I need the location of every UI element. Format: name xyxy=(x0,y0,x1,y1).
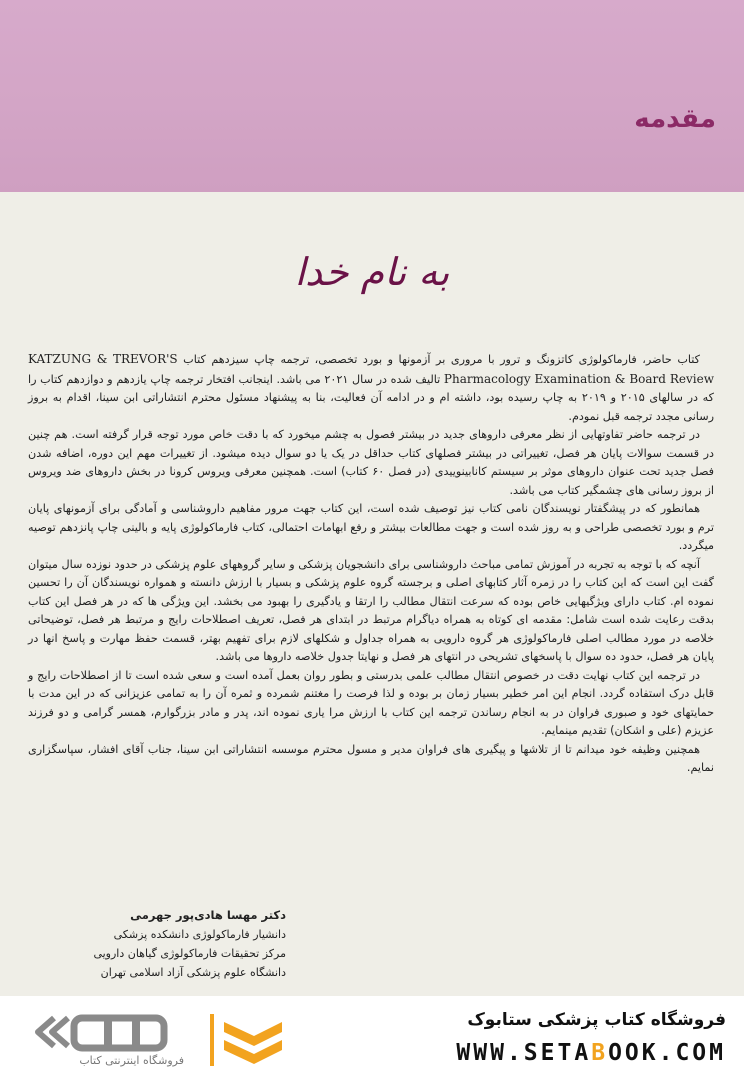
paragraph-1-part-b: تالیف شده در سال ۲۰۲۱ می باشد. اینجانب افتخار ترجمه چاپ یازدهم و دوازدهم کتاب را که در سالهای ۲۰۱۵ و ۲۰۱۹ به چاپ رسیده بود، داشته ام و در ادامه آن فعالیت، بنا به پیشنهاد مسئول محترم انتشاراتی ابن سینا، اقدام به بروز رسانی مجدد ترجمه قبل نمودم. xyxy=(28,372,715,423)
url-accent-letter: B xyxy=(591,1040,609,1066)
author-title: دانشیار فارماکولوژی دانشکده پزشکی xyxy=(113,928,286,941)
paragraph-6: همچنین وظیفه خود میدانم تا از تلاشها و پیگیری های فراوان مدیر و مسول محترم موسسه انتشاراتی ابن سینا، جناب آقای افشار، سپاسگزاری نمایم. xyxy=(28,742,714,774)
paragraph-4: آنچه که با توجه به تجربه در آموزش تمامی مباحث داروشناسی برای دانشجویان پزشکی و سایر گروههای علوم پزشکی در حدود نوزده سال میتوان گفت این است که این کتاب را در زمره آثار کتابهای اصلی و برجسته گروه علوم پزشکی و بسیار با ارزش دانسته و همواره نویسندگان آن را تحسین نموده ام. کتاب دارای ویژگیهایی خاص بوده که سرعت انتقال مطالب را ارتقا و یادگیری را بهبود می بخشد. این ویژگی ها که در هر فصل این کتاب بدقت رعایت شده است شامل: مقدمه ای کوتاه به همراه دیاگرام مرتبط در ابتدای هر فصل، تعریف اصطلاحات رایج و مرتبط هر فصل، توضیحاتی خلاصه در مورد مطالب اصلی فارماکولوژی هر گروه دارویی به همراه جداول و شکلهای لازم برای تفهیم بهتر، قسمت حفظ مهارت و پاسخ انها در پایان هر فصل، حدود ده سوال با پاسخهای تشریحی در انتهای هر فصل و نهایتا جدول خلاصه داروها می باشد. xyxy=(28,557,714,663)
url-suffix: OOK.COM xyxy=(608,1040,726,1066)
author-center: مرکز تحقیقات فارماکولوژی گیاهان دارویی xyxy=(93,947,286,960)
chevron-logo-icon xyxy=(210,1010,284,1070)
author-university: دانشگاه علوم پزشکی آزاد اسلامی تهران xyxy=(100,966,286,979)
page-body xyxy=(0,192,744,996)
introduction-text xyxy=(28,350,714,778)
book-title-en-a: KATZUNG & xyxy=(28,352,108,366)
bismillah-heading: به نام خدا xyxy=(294,250,450,294)
footer-banner xyxy=(0,996,744,1080)
website-url[interactable] xyxy=(456,1040,726,1066)
chapter-title: مقدمه xyxy=(634,104,716,134)
chapter-header-band xyxy=(0,0,744,192)
paragraph-1-part-a: کتاب حاضر، فارماکولوژی کاتزونگ و ترور با مروری بر آزمونها و بورد تخصصی، ترجمه چاپ سیزدهم کتاب xyxy=(183,353,700,366)
author-signature xyxy=(93,906,286,982)
setabook-logo xyxy=(34,1012,184,1068)
paragraph-2: در ترجمه حاضر تفاوتهایی از نظر معرفی داروهای جدید در بیشتر فصول به چشم میخورد که با دقت خاص مورد توجه قرار گرفته است. هم چنین در قسمت سوالات پایان هر فصل، تغییراتی در بیشتر فصلهای کتاب حداقل در یک یا دو سوال دیده میشود. از تغییرات مهم این دوره، اضافه شدن فصل جدید تحت عنوان داروهای موثر بر سیستم کانابینوییدی (در فصل ۶۰ کتاب) است. همچنین معرفی ویروس کرونا در بخش داروهای ضد ویروس از بروز رسانی های چشمگیر کتاب می باشد. xyxy=(28,428,714,497)
paragraph-3: همانطور که در پیشگفتار نویسندگان نامی کتاب نیز توصیف شده است، این کتاب جهت مرور مفاهیم داروشناسی و آمادگی برای آزمونهای پایان ترم و بورد تخصصی طراحی و به روز شده است و جهت مطالعات بیشتر و رفع ابهامات احتمالی، کتاب فارماکولوژی پایه و بالینی چاپ پانزدهم توصیه میگردد. xyxy=(28,502,714,552)
logo-subtitle: فروشگاه اینترنتی کتاب xyxy=(79,1054,184,1067)
shop-name: فروشگاه کتاب پزشکی ستابوک xyxy=(467,1010,726,1030)
url-prefix: WWW.SETA xyxy=(456,1040,592,1066)
paragraph-5: در ترجمه این کتاب نهایت دقت در خصوص انتقال مطالب علمی بدرستی و بطور روان بعمل آمده است و سعی شده است تا از اصطلاحات رایج و قابل درک استفاده گردد. انجام این امر خطیر بسیار زمان بر بوده و لذا فرصت را مغتنم شمرده و ثمره آن را به تمامی عزیزانی که در این مدت با حمایتهای خود و صبوری فراوان در به انجام رساندن ترجمه این کتاب با ارزش مرا یاری نموده اند، پدر و مادر بزرگوارم، همسر گرامی و دو فرزند عزیزم (علی و اشکان) تقدیم مینمایم. xyxy=(28,668,714,737)
book-title-en-b: TREVOR'S Pharmacology Examination & Board Review xyxy=(113,352,714,386)
author-name: دکتر مهسا هادی‌پور جهرمی xyxy=(130,908,286,922)
paragraph-1 xyxy=(28,350,714,426)
